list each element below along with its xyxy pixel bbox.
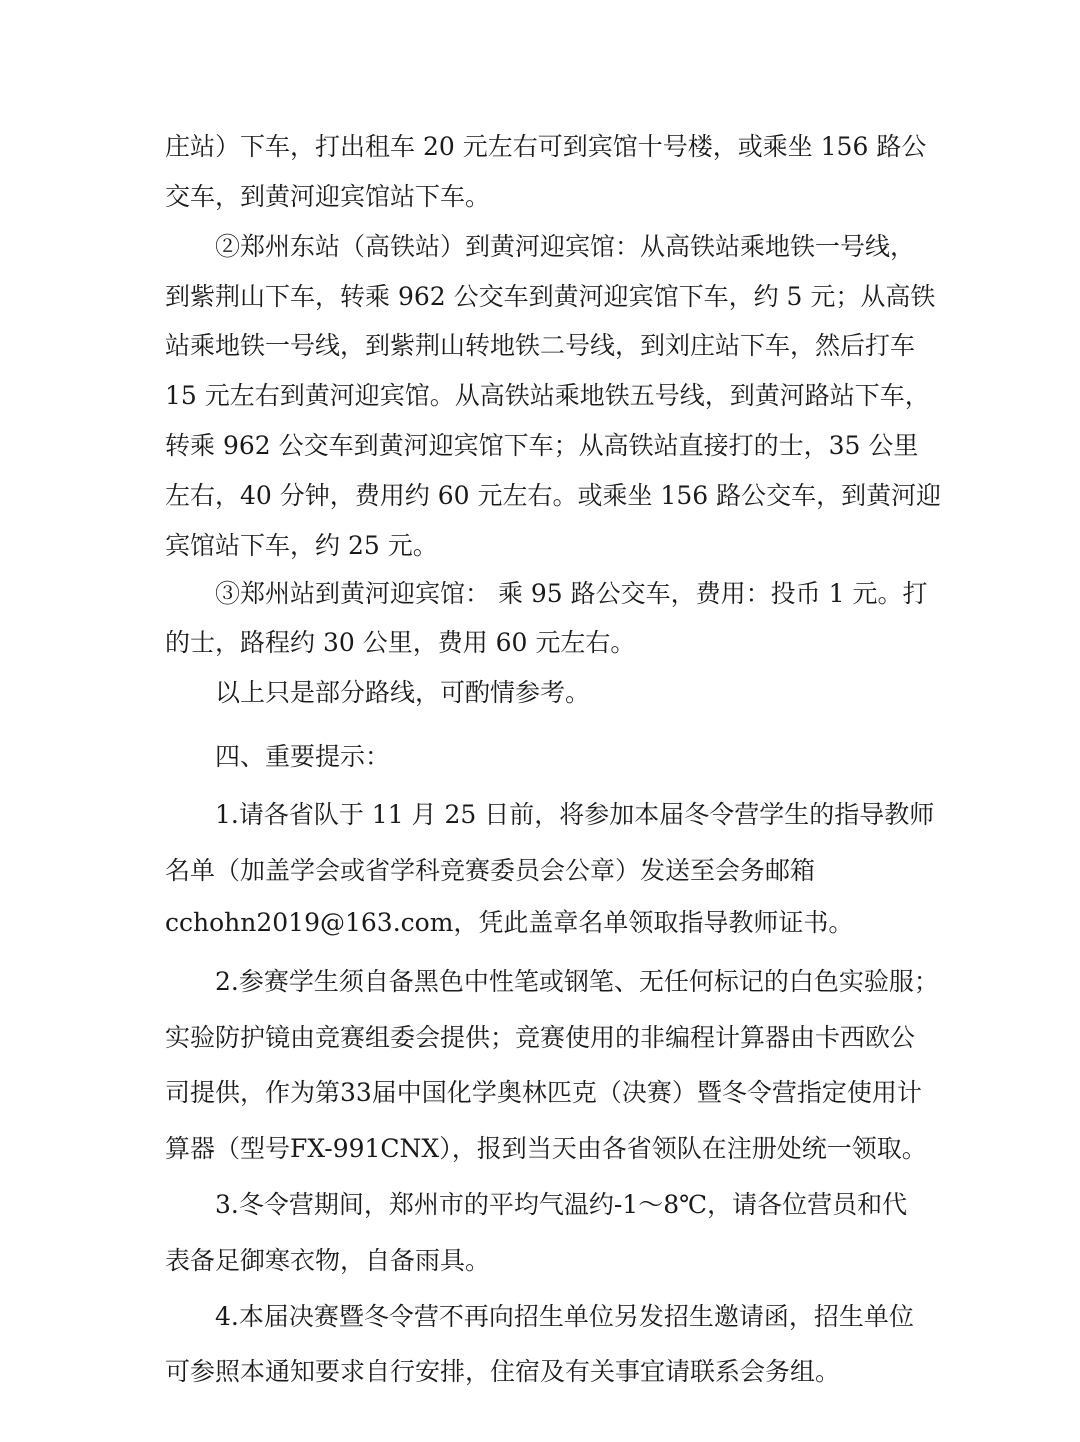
text-line: 的士，路程约 30 公里，费用 60 元左右。 — [165, 628, 636, 657]
text-line: 站乘地铁一号线，到紫荆山转地铁二号线，到刘庄站下车，然后打车 — [165, 331, 916, 360]
text-line: 名单（加盖学会或省学科竞赛委员会公章）发送至会务邮箱 — [165, 856, 816, 885]
text-line: cchohn2019@163.com，凭此盖章名单领取指导教师证书。 — [165, 908, 854, 937]
text-line: 算器（型号FX-991CNX），报到当天由各省领队在注册处统一领取。 — [165, 1134, 927, 1163]
text-line: 转乘 962 公交车到黄河迎宾馆下车；从高铁站直接打的士，35 公里 — [165, 431, 919, 460]
text-line: 4.本届决赛暨冬令营不再向招生单位另发招生邀请函，招生单位 — [215, 1302, 914, 1331]
text-line: 1.请各省队于 11 月 25 日前，将参加本届冬令营学生的指导教师 — [215, 800, 935, 829]
text-line: 宾馆站下车，约 25 元。 — [165, 531, 438, 560]
text-line: ②郑州东站（高铁站）到黄河迎宾馆：从高铁站乘地铁一号线， — [215, 232, 916, 261]
text-line: 15 元左右到黄河迎宾馆。从高铁站乘地铁五号线，到黄河路站下车， — [165, 381, 930, 410]
text-line: ③郑州站到黄河迎宾馆： 乘 95 路公交车，费用：投币 1 元。打 — [215, 579, 928, 608]
text-line: 交车，到黄河迎宾馆站下车。 — [165, 182, 491, 211]
text-line: 表备足御寒衣物，自备雨具。 — [165, 1246, 491, 1275]
text-line: 可参照本通知要求自行安排，住宿及有关事宜请联系会务组。 — [165, 1357, 841, 1386]
text-line: 以上只是部分路线，可酌情参考。 — [215, 678, 591, 707]
text-line: 庄站）下车，打出租车 20 元左右可到宾馆十号楼，或乘坐 156 路公 — [165, 132, 927, 161]
section-heading: 四、重要提示： — [215, 742, 391, 771]
text-line: 实验防护镜由竞赛组委会提供；竞赛使用的非编程计算器由卡西欧公 — [165, 1023, 916, 1052]
text-line: 2.参赛学生须自备黑色中性笔或钢笔、无任何标记的白色实验服； — [215, 967, 939, 996]
text-line: 司提供，作为第33届中国化学奥林匹克（决赛）暨冬令营指定使用计 — [165, 1078, 922, 1107]
text-line: 到紫荆山下车，转乘 962 公交车到黄河迎宾馆下车，约 5 元；从高铁 — [165, 282, 936, 311]
text-line: 左右，40 分钟，费用约 60 元左右。或乘坐 156 路公交车，到黄河迎 — [165, 481, 942, 510]
text-line: 3.冬令营期间，郑州市的平均气温约-1～8℃，请各位营员和代 — [215, 1190, 908, 1219]
